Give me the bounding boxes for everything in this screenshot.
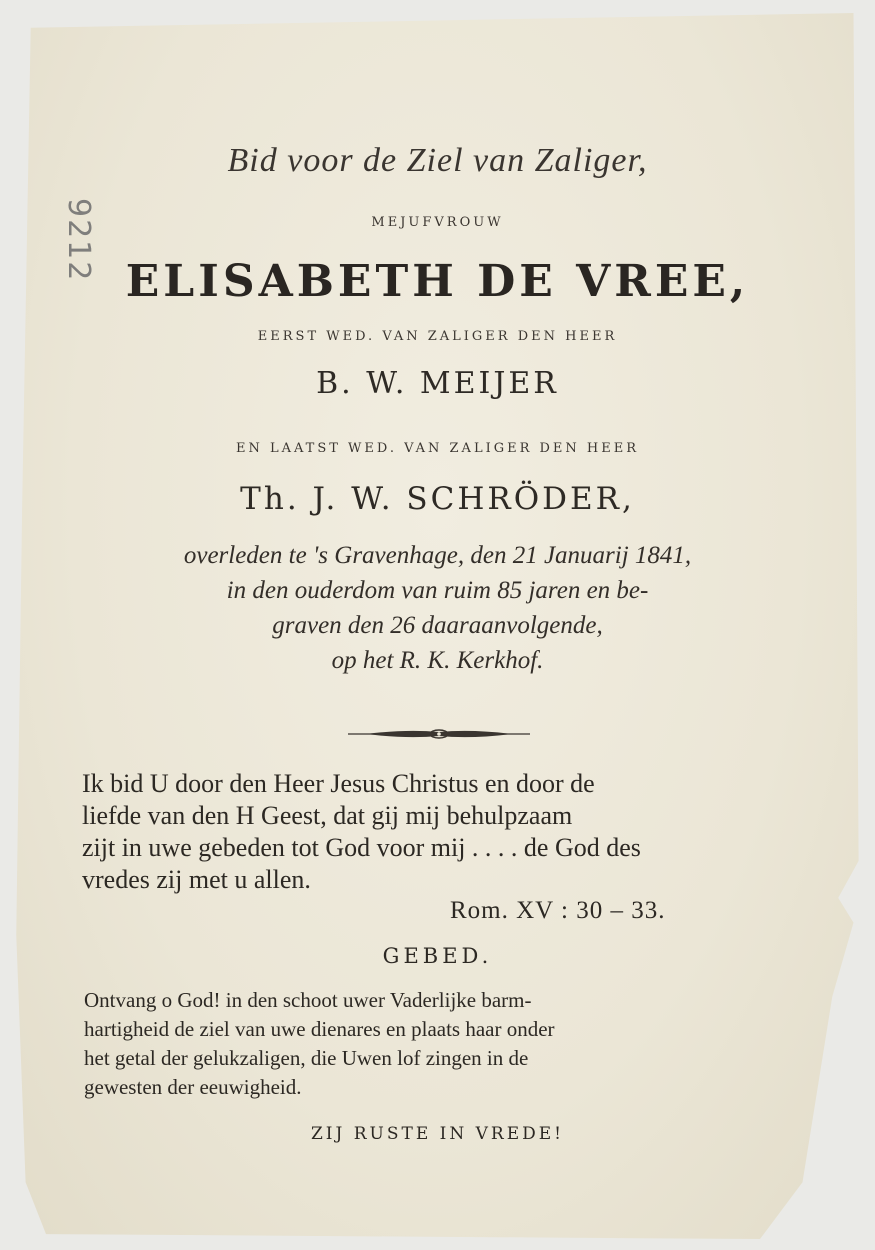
prayer-line: hartigheid de ziel van uwe dienares en plaats haar onder xyxy=(84,1017,555,1041)
scripture-verse xyxy=(82,768,794,896)
deceased-name: ELISABETH DE VREE, xyxy=(125,256,750,307)
invocation-line: Bid voor de Ziel van Zaliger, xyxy=(227,142,648,179)
second-widow-line: EN LAATST WED. VAN ZALIGER DEN HEER xyxy=(235,441,640,456)
verse-line: liefde van den H Geest, dat gij mij behulpzaam xyxy=(82,801,573,830)
verse-reference: Rom. XV : 30 – 33. xyxy=(450,897,666,924)
obituary-line: in den ouderdom van ruim 85 jaren en be- xyxy=(226,577,649,604)
verse-line: zijt in uwe gebeden tot God voor mij . . . . de God des xyxy=(82,833,641,862)
verse-line: Ik bid U door den Heer Jesus Christus en door de xyxy=(82,769,595,798)
obituary-line: graven den 26 daaraanvolgende, xyxy=(272,612,603,639)
prayer-title: GEBED. xyxy=(382,944,493,968)
obituary-line: op het R. K. Kerkhof. xyxy=(331,647,544,674)
closing-blessing: ZIJ RUSTE IN VREDE! xyxy=(310,1124,565,1144)
prayer-text xyxy=(84,986,794,1102)
title-mejufvrouw: MEJUFVROUW xyxy=(371,215,504,230)
prayer-line: het getal der gelukzaligen, die Uwen lof zingen in de xyxy=(84,1046,529,1070)
first-husband-name: B. W. MEIJER xyxy=(316,366,559,401)
obituary-line: overleden te 's Gravenhage, den 21 Januarij 1841, xyxy=(183,542,692,569)
obituary-text xyxy=(0,538,875,678)
verse-line: vredes zij met u allen. xyxy=(82,865,311,894)
ornament-divider-icon xyxy=(346,723,532,745)
second-husband-name: Th. J. W. SCHRÖDER, xyxy=(240,481,635,517)
first-widow-line: EERST WED. VAN ZALIGER DEN HEER xyxy=(257,329,618,344)
prayer-line: Ontvang o God! in den schoot uwer Vaderlijke barm- xyxy=(84,988,532,1012)
prayer-line: gewesten der eeuwigheid. xyxy=(84,1075,302,1099)
